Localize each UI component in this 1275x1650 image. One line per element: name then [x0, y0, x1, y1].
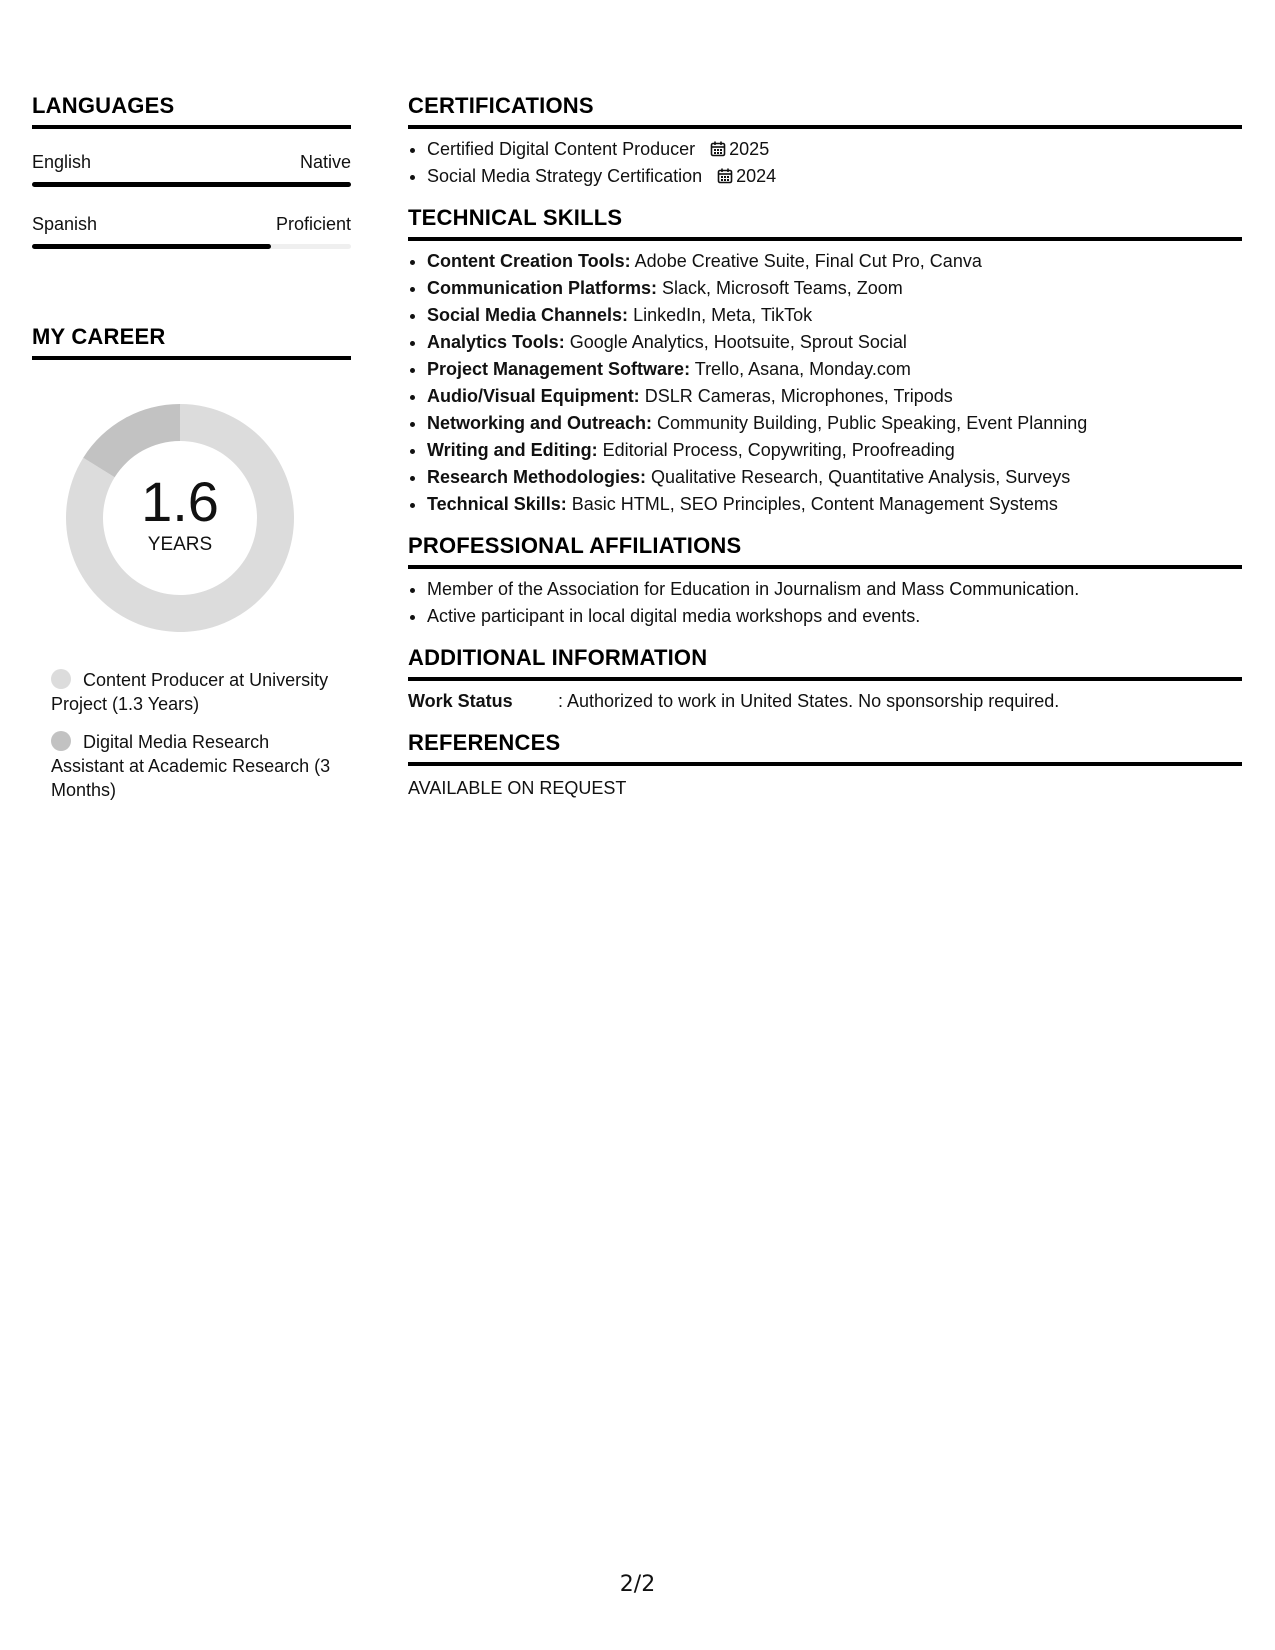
calendar-icon [710, 141, 726, 157]
legend-label: Content Producer at University Project (1.3 Years) [51, 670, 329, 714]
skill-label: Networking and Outreach: [427, 413, 653, 433]
skill-label: Social Media Channels: [427, 305, 629, 325]
language-name: English [32, 152, 92, 172]
list-item [427, 410, 1242, 437]
page-number: 2/2 [619, 1572, 656, 1597]
references-text: AVAILABLE ON REQUEST [408, 778, 627, 798]
skill-label: Analytics Tools: [427, 332, 565, 352]
legend-dot [51, 731, 71, 751]
legend-item [51, 730, 341, 802]
affiliations-list [408, 576, 1242, 630]
skill-value: Editorial Process, Copywriting, Proofreading [597, 440, 955, 460]
certifications-list [408, 136, 1242, 190]
career-total-unit: YEARS [147, 534, 213, 555]
right-column [408, 92, 1242, 816]
skill-label: Content Creation Tools: [427, 251, 631, 271]
legend-label: Digital Media Research Assistant at Academic Research (3 Months) [51, 732, 331, 800]
career-heading: MY CAREER [32, 323, 351, 360]
list-item: • Active participant in local digital media workshops and events. [427, 603, 1242, 630]
skill-value: Trello, Asana, Monday.com [690, 359, 911, 379]
skill-label: Communication Platforms: [427, 278, 658, 298]
list-item [427, 302, 1242, 329]
skill-value: LinkedIn, Meta, TikTok [628, 305, 813, 325]
skill-value: Basic HTML, SEO Principles, Content Management Systems [566, 494, 1058, 514]
certification-name: Social Media Strategy Certification [427, 166, 703, 186]
certifications-section [408, 92, 1242, 190]
affiliations-section [408, 532, 1242, 630]
legend-dot [51, 669, 71, 689]
additional-info-section [408, 644, 1242, 715]
technical-skills-heading: TECHNICAL SKILLS [408, 204, 1242, 241]
career-donut-chart [66, 404, 294, 632]
list-item [427, 356, 1242, 383]
skill-value: Google Analytics, Hootsuite, Sprout Social [564, 332, 907, 352]
language-level: Native [299, 152, 351, 172]
career-section [32, 323, 351, 802]
skill-label: Writing and Editing: [427, 440, 598, 460]
list-item: • Member of the Association for Education in Journalism and Mass Communication. [427, 576, 1242, 603]
affiliations-heading: PROFESSIONAL AFFILIATIONS [408, 532, 1242, 569]
career-legend [51, 668, 341, 802]
career-total-value: 1.6 [141, 470, 219, 533]
certification-year: 2025 [729, 139, 770, 159]
language-bar-fill [32, 244, 271, 249]
language-bar-english [32, 182, 351, 187]
list-item [427, 329, 1242, 356]
skill-label: Project Management Software: [427, 359, 691, 379]
list-item [427, 163, 1242, 190]
language-level: Proficient [275, 214, 351, 234]
certifications-heading: CERTIFICATIONS [408, 92, 1242, 129]
work-status-label: Work Status [408, 691, 513, 711]
certification-name: Certified Digital Content Producer [427, 139, 696, 159]
calendar-icon [717, 168, 733, 184]
skill-label: Research Methodologies: [427, 467, 647, 487]
list-item [427, 136, 1242, 163]
additional-info-heading: ADDITIONAL INFORMATION [408, 644, 1242, 681]
references-section [408, 729, 1242, 802]
skill-value: Slack, Microsoft Teams, Zoom [657, 278, 903, 298]
references-heading: REFERENCES [408, 729, 1242, 766]
list-item [427, 491, 1242, 518]
skill-value: Community Building, Public Speaking, Event Planning [652, 413, 1088, 433]
languages-section [32, 92, 351, 249]
donut-center [66, 404, 294, 632]
list-item [427, 464, 1242, 491]
technical-skills-section [408, 204, 1242, 518]
list-item [427, 275, 1242, 302]
legend-item [51, 668, 341, 716]
work-status-row [408, 688, 1242, 715]
certification-year: 2024 [736, 166, 777, 186]
skill-value: DSLR Cameras, Microphones, Tripods [639, 386, 953, 406]
work-status-value: : Authorized to work in United States. No sponsorship required. [558, 691, 1060, 711]
left-column [32, 92, 351, 816]
list-item [427, 437, 1242, 464]
skill-label: Technical Skills: [427, 494, 567, 514]
list-item [427, 248, 1242, 275]
skill-value: Adobe Creative Suite, Final Cut Pro, Canva [630, 251, 982, 271]
language-bar-spanish [32, 244, 351, 249]
list-item [427, 383, 1242, 410]
technical-skills-list [408, 248, 1242, 518]
language-name: Spanish [32, 214, 98, 234]
skill-label: Audio/Visual Equipment: [427, 386, 640, 406]
language-row-english [32, 151, 351, 173]
languages-heading: LANGUAGES [32, 92, 351, 129]
language-row-spanish [32, 213, 351, 235]
skill-value: Qualitative Research, Quantitative Analysis, Surveys [646, 467, 1071, 487]
language-bar-fill [32, 182, 351, 187]
